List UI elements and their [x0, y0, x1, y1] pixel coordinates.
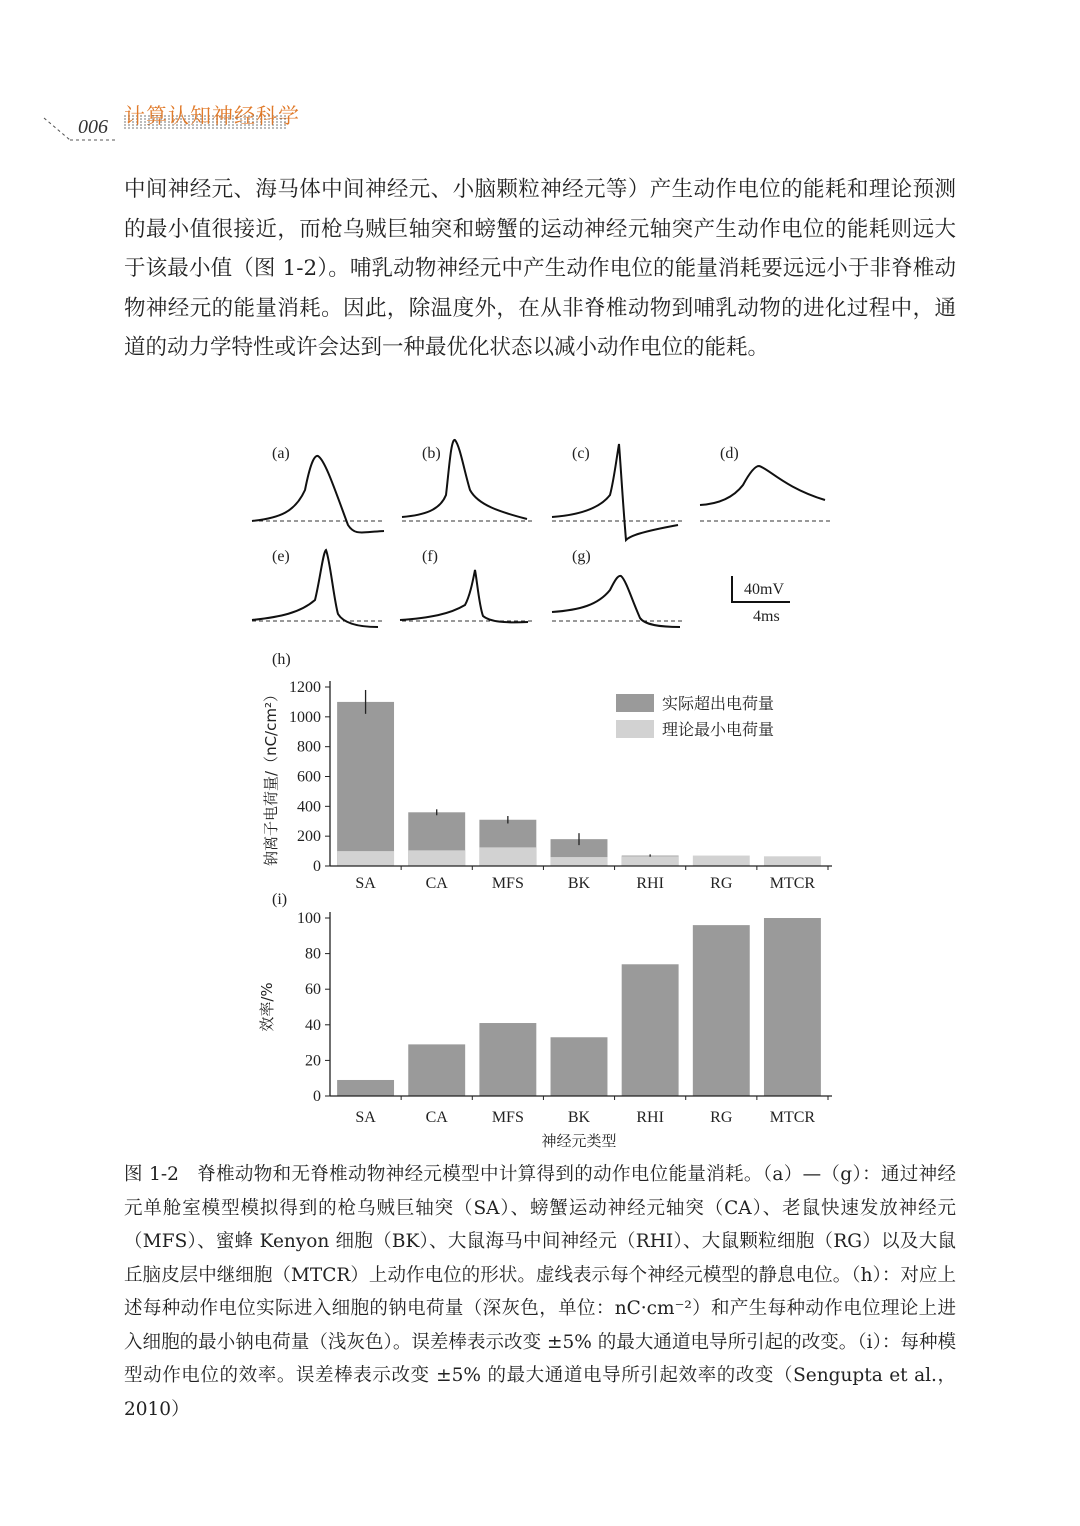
bar — [408, 1044, 465, 1096]
bar — [764, 856, 821, 866]
trace-panel-label: (d) — [720, 445, 739, 462]
bar — [479, 847, 536, 866]
trace-panel-label: (e) — [272, 548, 290, 565]
bar — [408, 850, 465, 866]
x-tick-label: MTCR — [769, 1109, 816, 1126]
x-tick-label: BK — [567, 1109, 591, 1126]
scale-bar — [732, 576, 790, 625]
action-potential-trace — [552, 444, 678, 540]
legend-swatch — [616, 694, 654, 712]
y-tick-label: 60 — [305, 981, 321, 999]
scale-bar-voltage-label: 40mV — [744, 581, 784, 598]
trace-panel-label: (f) — [422, 548, 438, 565]
action-potential-trace — [400, 570, 528, 622]
y-tick-label: 100 — [297, 910, 321, 927]
x-tick-label: RHI — [636, 1109, 664, 1126]
trace-panel — [552, 548, 682, 627]
legend-label: 理论最小电荷量 — [662, 720, 775, 739]
y-tick-label: 20 — [305, 1052, 321, 1070]
action-potential-traces — [252, 440, 830, 627]
trace-panel-label: (g) — [572, 548, 591, 565]
y-tick-label: 800 — [297, 738, 321, 756]
y-tick-label: 400 — [297, 798, 321, 816]
bar — [693, 925, 750, 1096]
page-number: 006 — [78, 116, 108, 138]
trace-panel — [402, 440, 532, 521]
x-tick-label: RG — [710, 1109, 733, 1126]
bar — [337, 1080, 394, 1096]
y-axis-label: 效率/% — [258, 982, 276, 1032]
y-tick-label: 1000 — [289, 708, 321, 726]
x-tick-label: MTCR — [769, 875, 816, 892]
legend-label: 实际超出电荷量 — [662, 694, 775, 713]
sodium-charge-chart — [262, 651, 832, 892]
action-potential-trace — [552, 576, 680, 627]
trace-panel — [252, 548, 382, 627]
trace-panel-label: (c) — [572, 445, 590, 462]
figure-caption — [124, 1158, 956, 1426]
caption-text: 脊椎动物和无脊椎动物神经元模型中计算得到的动作电位能量消耗。（a）—（g）：通过神经元单舱室模型模拟得到的枪乌贼巨轴突（SA）、螃蟹运动神经元轴突（CA）、老鼠快速发放神经元（MFS）、蜜蜂 Kenyon 细胞（BK）、大鼠海马中间神经元（RHI）、大鼠颗粒细胞（RG）以及大鼠丘脑皮层中继细胞（MTCR）上动作电位的形状。虚线表示每个神经元模型的静息电位。（h）：对应上述每种动作电位实际进入细胞的钠电荷量（深灰色，单位：nC·cm⁻²）和产生每种动作电位理论上进入细胞的最小钠电荷量（浅灰色）。误差棒表示改变 ±5% 的最大通道电导所引起的改变。（i）：每种模型动作电位的效率。误差棒表示改变 ±5% 的最大通道电导所引起效率的改变（Sengupta et al.，2010） — [124, 1164, 956, 1420]
x-tick-label: CA — [425, 875, 448, 892]
scale-bar-time-label: 4ms — [753, 608, 780, 625]
body-paragraph-text: 中间神经元、海马体中间神经元、小脑颗粒神经元等）产生动作电位的能耗和理论预测的最小值很接近，而枪乌贼巨轴突和螃蟹的运动神经元轴突产生动作电位的能耗则远大于该最小值（图 1-2）。哺乳动物神经元中产生动作电位的能量消耗要远远小于非脊椎动物神经元的能量消耗。因此，除温度外，在从非脊椎动物到哺乳动物的进化过程中，通道的动力学特性或许会达到一种最优化状态以减小动作电位的能耗。 — [124, 177, 956, 360]
trace-panel-label: (b) — [422, 445, 441, 462]
y-tick-label: 0 — [313, 858, 321, 875]
y-tick-label: 200 — [297, 828, 321, 846]
action-potential-trace — [402, 440, 527, 519]
panel-label: (h) — [272, 651, 291, 668]
trace-panel — [700, 445, 830, 521]
y-tick-label: 600 — [297, 768, 321, 786]
bar — [693, 856, 750, 866]
x-tick-label: SA — [355, 1109, 376, 1126]
trace-panel — [252, 445, 384, 533]
y-tick-label: 80 — [305, 945, 321, 963]
bar — [551, 1037, 608, 1096]
x-tick-label: MFS — [491, 1109, 524, 1126]
figure-id: 图 1-2 — [124, 1164, 179, 1185]
y-axis-label: 钠离子电荷量/（nC/cm²） — [262, 687, 280, 866]
bar — [764, 918, 821, 1096]
bar — [551, 857, 608, 866]
panel-label: (i) — [272, 891, 288, 908]
x-tick-label: RHI — [636, 875, 664, 892]
bar — [337, 851, 394, 866]
x-tick-label: SA — [355, 875, 376, 892]
efficiency-chart — [258, 891, 832, 1150]
action-potential-trace — [700, 466, 825, 505]
trace-panel — [400, 548, 532, 622]
bar — [622, 964, 679, 1096]
y-tick-label: 0 — [313, 1088, 321, 1105]
bar — [479, 1023, 536, 1096]
x-tick-label: RG — [710, 875, 733, 892]
legend-swatch — [616, 720, 654, 738]
y-tick-label: 1200 — [289, 679, 321, 696]
y-tick-label: 40 — [305, 1016, 321, 1034]
x-axis-label: 神经元类型 — [541, 1132, 617, 1150]
x-tick-label: CA — [425, 1109, 448, 1126]
running-title: 计算认知神经科学 — [124, 104, 300, 128]
bar — [622, 856, 679, 866]
action-potential-trace — [252, 550, 378, 627]
bar — [337, 702, 394, 866]
trace-panel-label: (a) — [272, 445, 290, 462]
x-tick-label: MFS — [491, 875, 524, 892]
trace-panel — [552, 444, 682, 540]
x-tick-label: BK — [567, 875, 591, 892]
